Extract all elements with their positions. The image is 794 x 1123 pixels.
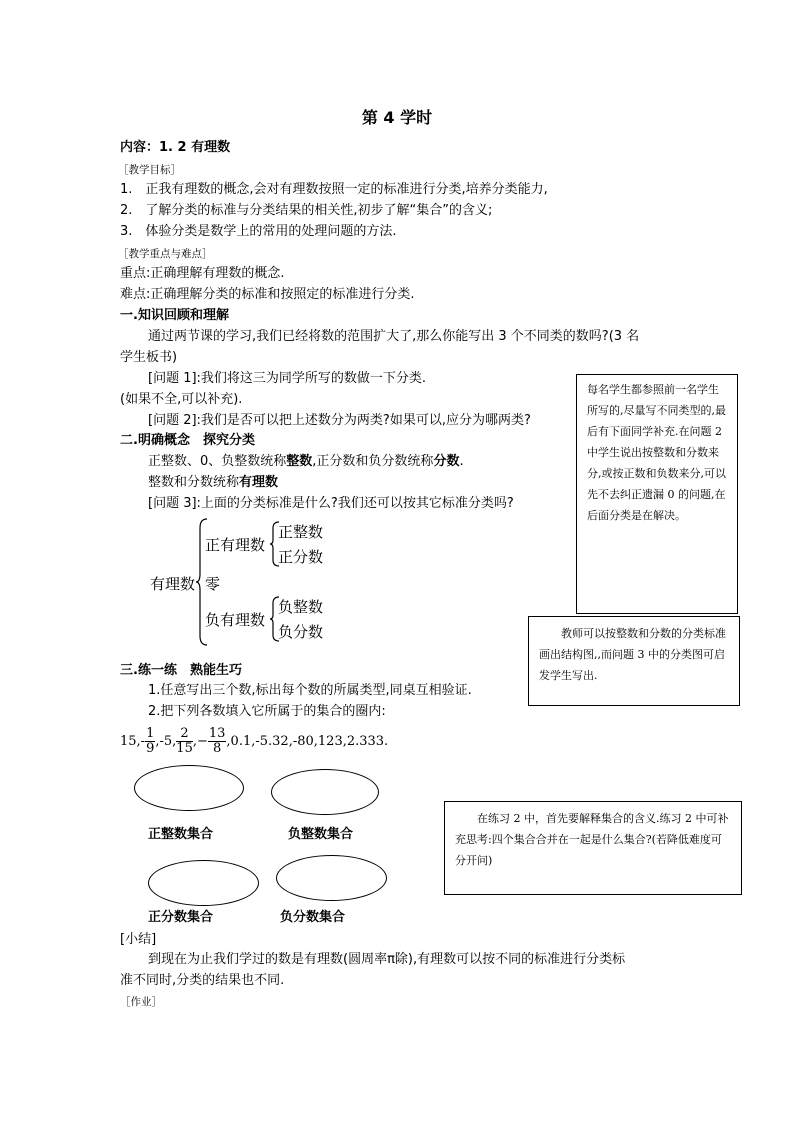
numbers-b: ,-5, <box>155 734 177 749</box>
fraction-1 <box>145 727 155 756</box>
difficulty: 难点:正确理解分类的标准和按照定的标准进行分类. <box>120 287 415 302</box>
tree-pos-int: 正整数 <box>278 523 324 541</box>
fraction-1-den: 9 <box>146 741 155 756</box>
keypoints-header: ［教学重点与难点］ <box>118 248 213 260</box>
question-3: [问题 3]:上面的分类标准是什么?我们还可以按其它标准分类吗? <box>148 496 514 511</box>
objective-2: 2. 了解分类的标准与分类结果的相关性,初步了解“集合”的含义; <box>120 203 493 218</box>
set-label-neg-frac: 负分数集合 <box>280 910 346 925</box>
section2-line2 <box>148 475 278 491</box>
exercise-1: 1.任意写出三个数,标出每个数的所属类型,同桌互相验证. <box>148 683 472 698</box>
side-note-2 <box>528 616 740 706</box>
line1-text-a: 正整数、0、负整数统称 <box>148 454 287 469</box>
side-note-1 <box>576 374 738 614</box>
set-label-pos-int: 正整数集合 <box>148 827 214 842</box>
summary-line2: 准不同时,分类的结果也不同. <box>120 973 285 988</box>
set-ellipse-pos-frac <box>148 860 259 906</box>
content-line: 内容：1. 2 有理数 <box>120 140 231 155</box>
tree-neg-int: 负整数 <box>278 598 324 616</box>
section3-heading: 三.练一练 熟能生巧 <box>120 663 242 678</box>
summary-line1: 到现在为止我们学过的数是有理数(圆周率π除),有理数可以按不同的标准进行分类标 <box>148 952 626 967</box>
set-label-neg-int: 负整数集合 <box>288 827 354 842</box>
page-title: 第 4 学时 <box>361 108 433 127</box>
line1-text-e: . <box>459 454 464 469</box>
tree-neg-frac: 负分数 <box>278 623 324 641</box>
fraction-1-num: 1 <box>146 726 155 741</box>
tree-pos-frac: 正分数 <box>278 548 324 566</box>
term-fraction: 分数 <box>433 454 460 469</box>
keypoint: 重点:正确理解有理数的概念. <box>120 266 285 281</box>
fraction-3 <box>208 727 227 756</box>
section1-para-line1: 通过两节课的学习,我们已经将数的范围扩大了,那么你能写出 3 个不同类的数吗?(3 名 <box>148 329 640 344</box>
question-1-note: (如果不全,可以补充). <box>120 392 243 407</box>
set-ellipse-neg-frac <box>276 855 387 901</box>
line2-text-a: 整数和分数统称 <box>148 475 240 490</box>
set-ellipse-neg-int <box>271 769 379 815</box>
numbers-d: ,0.1,-5.32,-80,123,2.333. <box>226 734 389 749</box>
side-note-1-text: 每名学生都参照前一名学生所写的,尽量写不同类型的,最后有下面同学补充.在问题 2 中学生说出按整数和分数来分,或按正数和负数来分,可以先不去纠正遗漏 0 的问题,在后面分类是在解决。 <box>587 383 726 522</box>
tree-zero: 零 <box>205 575 221 593</box>
tree-negative: 负有理数 <box>205 611 266 629</box>
side-note-3 <box>444 801 742 895</box>
fraction-3-num: 13 <box>208 726 226 741</box>
objective-1: 1. 正我有理数的概念,会对有理数按照一定的标准进行分类,培养分类能力, <box>120 182 548 197</box>
fraction-2-den: 15 <box>176 741 193 756</box>
line1-text-c: ,正分数和负分数统称 <box>312 454 434 469</box>
fraction-2 <box>176 727 193 756</box>
section1-para-line2: 学生板书) <box>120 350 178 365</box>
tree-positive: 正有理数 <box>205 536 266 554</box>
question-1: [问题 1]:我们将这三为同学所写的数做一下分类. <box>148 371 427 386</box>
question-2: [问题 2]:我们是否可以把上述数分为两类?如果可以,应分为哪两类? <box>148 413 531 428</box>
summary-header: [小结] <box>120 932 157 947</box>
homework-header: ［作业］ <box>120 996 162 1008</box>
section1-heading: 一.知识回顾和理解 <box>120 308 229 323</box>
tree-root: 有理数 <box>150 575 196 593</box>
fraction-2-num: 2 <box>176 727 193 742</box>
section2-heading: 二.明确概念 探究分类 <box>120 433 255 448</box>
numbers-c: ,− <box>192 734 208 749</box>
objectives-header: ［教学目标］ <box>118 164 181 176</box>
term-integer: 整数 <box>286 454 313 469</box>
section2-line1 <box>148 454 464 470</box>
set-ellipse-pos-int <box>134 765 244 811</box>
term-rational: 有理数 <box>239 475 279 490</box>
set-label-pos-frac: 正分数集合 <box>148 910 214 925</box>
side-note-2-text: 教师可以按整数和分数的分类标准画出结构图,,而问题 3 中的分类图可启发学生写出. <box>539 627 726 682</box>
objective-3: 3. 体验分类是数学上的常用的处理问题的方法. <box>120 224 397 239</box>
side-note-3-text: 在练习 2 中，首先要解释集合的含义.练习 2 中可补充思考:四个集合合并在一起是什么集合?(若降低难度可分开问) <box>455 812 729 867</box>
fraction-3-den: 8 <box>213 741 222 756</box>
exercise-2: 2.把下列各数填入它所属于的集合的圈内: <box>148 704 386 719</box>
numbers-a: 15,- <box>120 734 146 749</box>
number-list <box>120 724 388 760</box>
